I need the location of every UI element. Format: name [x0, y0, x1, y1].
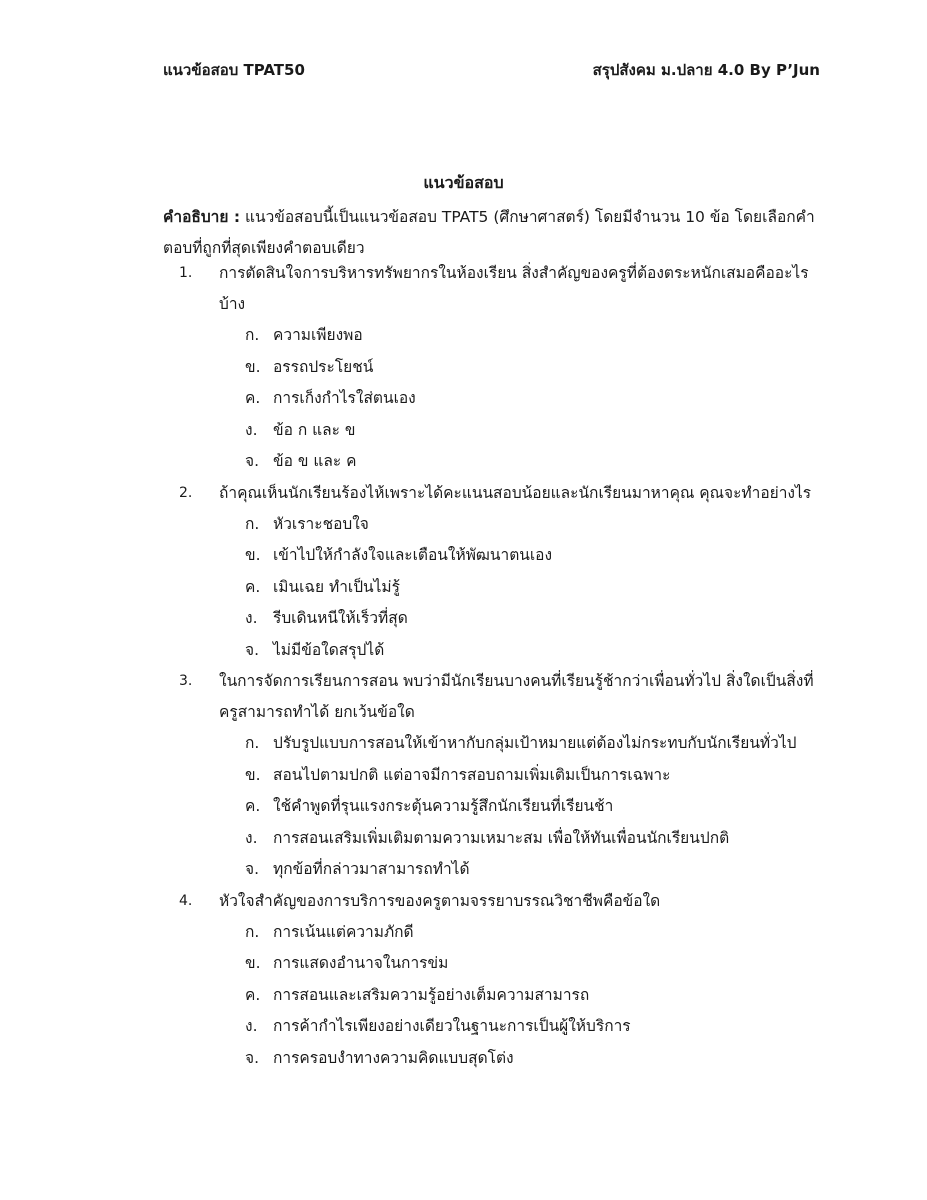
option-text: ทุกข้อที่กล่าวมาสามารถทำได้	[273, 860, 470, 878]
answer-option	[163, 540, 823, 572]
option-text: การแสดงอำนาจในการข่ม	[273, 954, 449, 972]
option-text: เข้าไปให้กำลังใจและเตือนให้พัฒนาตนเอง	[273, 546, 553, 564]
answer-option	[163, 791, 823, 823]
answer-option	[163, 917, 823, 949]
option-text: อรรถประโยชน์	[273, 357, 374, 376]
option-text: ไม่มีข้อใดสรุปได้	[273, 640, 385, 659]
question-number: 2.	[179, 484, 193, 501]
option-letter: ค.	[245, 985, 261, 1004]
question-list	[163, 258, 823, 1074]
answer-option	[163, 854, 823, 886]
option-letter: ค.	[245, 577, 261, 596]
answer-option	[163, 383, 823, 415]
question	[163, 478, 823, 667]
option-letter: ง.	[245, 1017, 258, 1035]
question-text: การตัดสินใจการบริหารทรัพยากรในห้องเรียน สิ่งสำคัญของครูที่ต้องตระหนักเสมอคืออะไรบ้าง	[219, 264, 809, 313]
option-letter: ก.	[245, 514, 260, 533]
option-letter: ก.	[245, 326, 260, 344]
option-letter: ข.	[245, 954, 261, 972]
option-letter: ค.	[245, 389, 261, 407]
question-text: ในการจัดการเรียนการสอน พบว่ามีนักเรียนบางคนที่เรียนรู้ช้ากว่าเพื่อนทั่วไป สิ่งใดเป็นสิ่งที่ครูสามารถทำได้ ยกเว้นข้อใด	[219, 672, 814, 721]
instructions-label: คำอธิบาย :	[163, 208, 241, 226]
option-text: การสอนเสริมเพิ่มเติมตามความเหมาะสม เพื่อให้ทันเพื่อนนักเรียนปกติ	[273, 828, 730, 847]
answer-option	[163, 760, 823, 792]
question	[163, 666, 823, 886]
answer-option	[163, 415, 823, 447]
answer-option	[163, 352, 823, 384]
question-number: 4.	[179, 892, 193, 909]
option-text: เมินเฉย ทำเป็นไม่รู้	[273, 577, 400, 596]
answer-option	[163, 320, 823, 352]
option-letter: ง.	[245, 420, 258, 439]
option-text: การเน้นแต่ความภักดี	[273, 922, 414, 941]
answer-option	[163, 728, 823, 760]
option-text: การเก็งกำไรใส่ตนเอง	[273, 389, 416, 407]
option-text: ปรับรูปแบบการสอนให้เข้าหากับกลุ่มเป้าหมายแต่ต้องไม่กระทบกับนักเรียนทั่วไป	[273, 734, 797, 752]
instructions-text: แนวข้อสอบนี้เป็นแนวข้อสอบ TPAT5 (ศึกษาศาสตร์) โดยมีจำนวน 10 ข้อ โดยเลือกคำตอบที่ถูกที่สุดเพียงคำตอบเดียว	[163, 208, 815, 257]
question	[163, 886, 823, 1075]
option-text: ข้อ ข และ ค	[273, 452, 357, 470]
answer-option	[163, 823, 823, 855]
page-title: แนวข้อสอบ	[423, 173, 504, 192]
option-text: ใช้คำพูดที่รุนแรงกระตุ้นความรู้สึกนักเรียนที่เรียนช้า	[273, 797, 614, 815]
question-text: ถ้าคุณเห็นนักเรียนร้องไห้เพราะได้คะแนนสอบน้อยและนักเรียนมาหาคุณ คุณจะทำอย่างไร	[219, 483, 812, 502]
option-letter: ง.	[245, 828, 258, 847]
header-right: สรุปสังคม ม.ปลาย 4.0 By P’Jun	[592, 61, 820, 79]
option-text: สอนไปตามปกติ แต่อาจมีการสอบถามเพิ่มเติมเป็นการเฉพาะ	[273, 765, 671, 784]
answer-option	[163, 980, 823, 1012]
option-letter: ง.	[245, 609, 258, 627]
answer-option	[163, 1011, 823, 1043]
answer-option	[163, 603, 823, 635]
option-text: การครอบงำทางความคิดแบบสุดโต่ง	[273, 1048, 514, 1067]
answer-option	[163, 446, 823, 478]
option-text: รีบเดินหนีให้เร็วที่สุด	[273, 609, 408, 627]
question	[163, 258, 823, 478]
header-left: แนวข้อสอบ TPAT50	[163, 61, 305, 79]
option-text: ข้อ ก และ ข	[273, 420, 356, 439]
option-letter: จ.	[245, 1048, 260, 1067]
question-number: 1.	[179, 265, 193, 281]
option-text: การค้ากำไรเพียงอย่างเดียวในฐานะการเป็นผู้ให้บริการ	[273, 1017, 631, 1035]
option-text: หัวเราะชอบใจ	[273, 514, 369, 533]
answer-option	[163, 572, 823, 604]
answer-option	[163, 509, 823, 541]
option-letter: ก.	[245, 922, 260, 941]
option-letter: จ.	[245, 452, 260, 470]
option-letter: ค.	[245, 797, 261, 815]
option-letter: จ.	[245, 860, 260, 878]
option-letter: ข.	[245, 546, 261, 564]
question-number: 3.	[179, 673, 193, 689]
question-text: หัวใจสำคัญของการบริการของครูตามจรรยาบรรณวิชาชีพคือข้อใด	[219, 891, 661, 910]
option-text: ความเพียงพอ	[273, 326, 363, 344]
option-letter: ก.	[245, 734, 260, 752]
option-letter: ข.	[245, 765, 261, 784]
option-letter: จ.	[245, 640, 260, 659]
answer-option	[163, 635, 823, 667]
option-text: การสอนและเสริมความรู้อย่างเต็มความสามารถ	[273, 985, 590, 1004]
option-letter: ข.	[245, 357, 261, 376]
answer-option	[163, 948, 823, 980]
instructions	[163, 202, 823, 264]
answer-option	[163, 1043, 823, 1075]
